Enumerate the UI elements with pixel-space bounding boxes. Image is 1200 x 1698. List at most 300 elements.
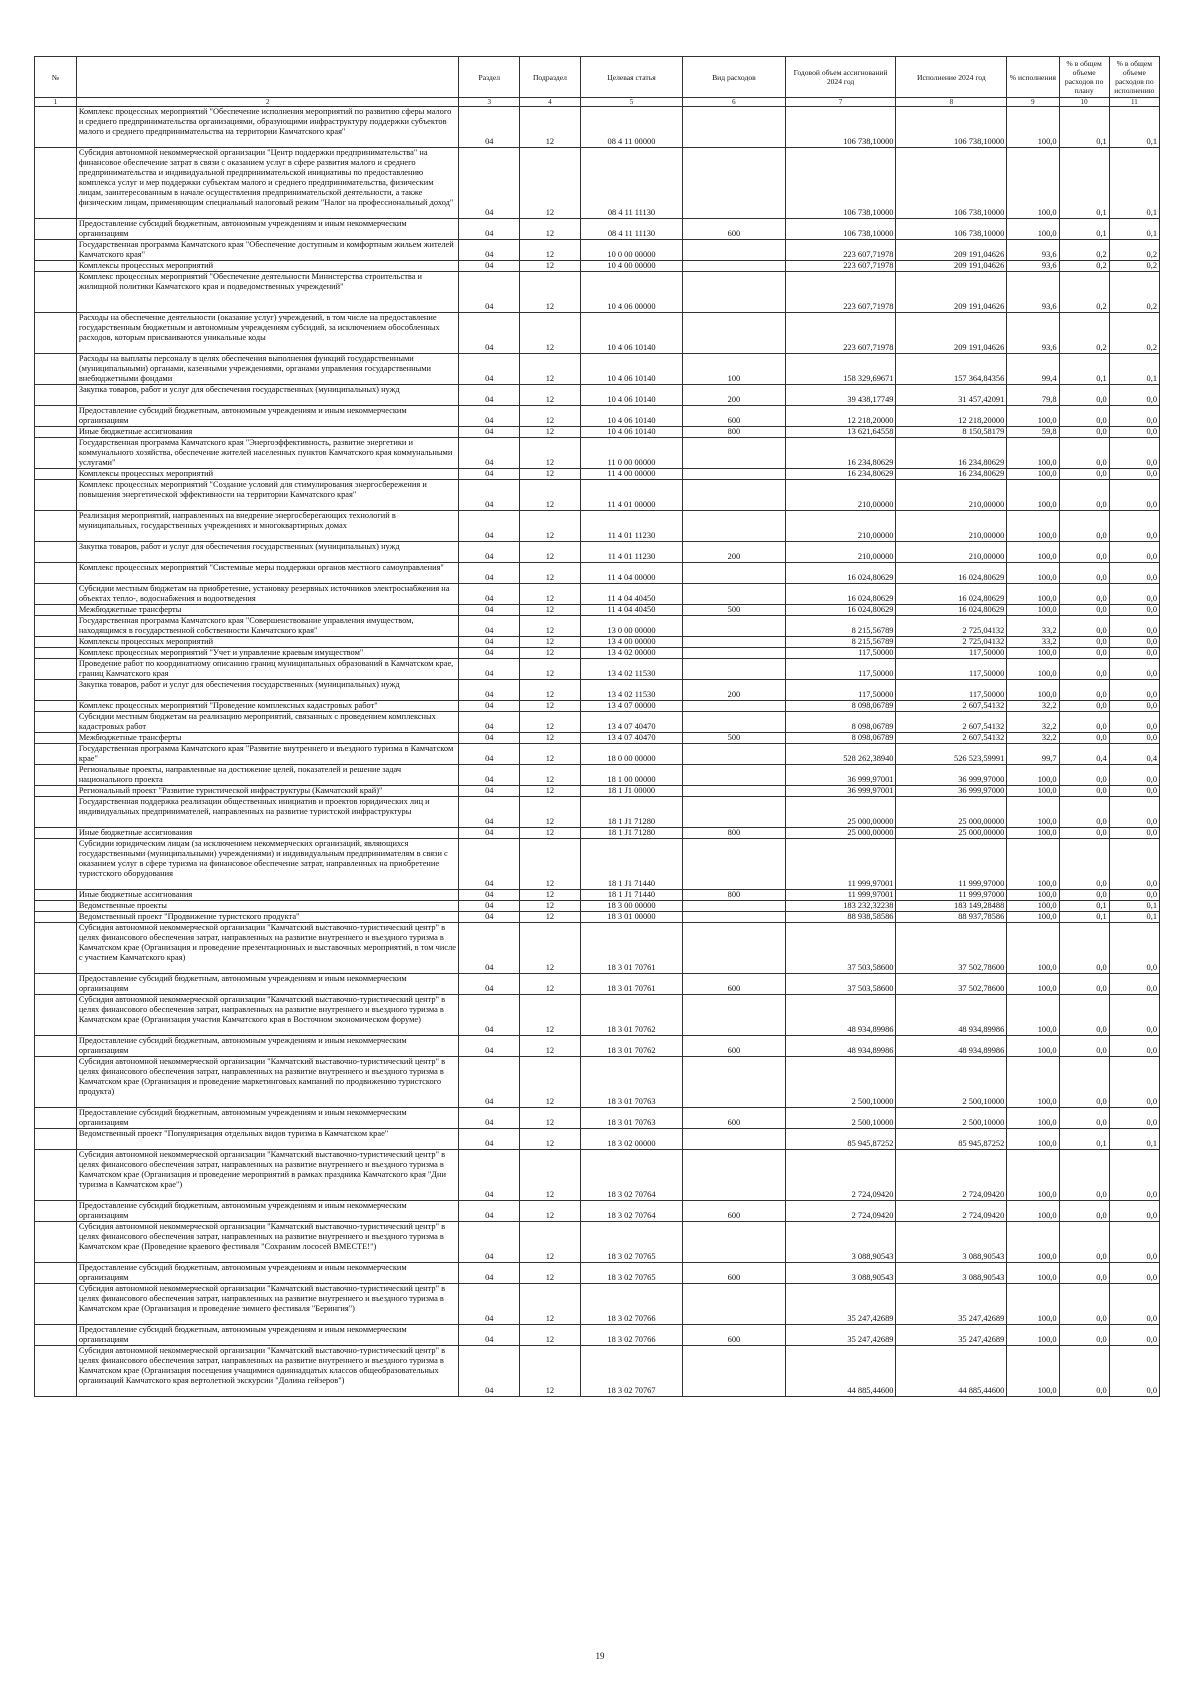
cell-annual-plan: 8 098,06789 — [785, 712, 896, 733]
cell-share-fact: 0,0 — [1109, 584, 1159, 605]
cell-section: 04 — [459, 680, 520, 701]
cell-execution-percent: 100,0 — [1007, 974, 1059, 995]
cell-execution: 106 738,10000 — [896, 107, 1007, 148]
cell-subsection: 12 — [520, 1222, 581, 1263]
table-row — [35, 1325, 1160, 1346]
cell-target-item: 18 3 01 70763 — [580, 1108, 682, 1129]
cell-share-plan: 0,0 — [1059, 1108, 1109, 1129]
table-row — [35, 1108, 1160, 1129]
cell-execution-percent: 100,0 — [1007, 584, 1059, 605]
cell-execution-percent: 32,2 — [1007, 712, 1059, 733]
cell-section: 04 — [459, 107, 520, 148]
cell-section: 04 — [459, 148, 520, 219]
cell-subsection: 12 — [520, 733, 581, 744]
cell-item-name: Комплекс процессных мероприятий "Создание условий для стимулирования энергосбережения и повышения энергетической эффективности на территории Камчатского края" — [76, 480, 459, 511]
column-number: 9 — [1007, 98, 1059, 107]
cell-item-name: Комплекс процессных мероприятий "Обеспечение исполнения мероприятий по развитию сферы малого и среднего предпринимательства организациями, образующими инфраструктуру поддержки субъектов малого и среднего предпринимательства на территории Камчатского края" — [76, 107, 459, 148]
cell-expense-type — [683, 584, 785, 605]
cell-share-fact: 0,0 — [1109, 648, 1159, 659]
cell-share-plan: 0,1 — [1059, 148, 1109, 219]
cell-execution: 25 000,00000 — [896, 828, 1007, 839]
cell-number — [35, 1057, 77, 1108]
column-number: 10 — [1059, 98, 1109, 107]
cell-item-name: Государственная программа Камчатского края "Обеспечение доступным и комфортным жильем жителей Камчатского края" — [76, 240, 459, 261]
cell-annual-plan: 85 945,87252 — [785, 1129, 896, 1150]
header-section: Раздел — [459, 57, 520, 98]
cell-execution-percent: 93,6 — [1007, 261, 1059, 272]
cell-section: 04 — [459, 354, 520, 385]
cell-expense-type — [683, 563, 785, 584]
table-row — [35, 1201, 1160, 1222]
cell-execution-percent: 33,2 — [1007, 616, 1059, 637]
cell-number — [35, 542, 77, 563]
cell-subsection: 12 — [520, 901, 581, 912]
table-row — [35, 701, 1160, 712]
cell-expense-type — [683, 712, 785, 733]
cell-share-plan: 0,0 — [1059, 839, 1109, 890]
cell-subsection: 12 — [520, 107, 581, 148]
cell-item-name: Субсидии юридическим лицам (за исключением некоммерческих организаций, являющихся государственными (муниципальными) учреждениями) и индивидуальным предпринимателям в связи с оказанием услуг в сфере туризма на финансовое обеспечение затрат, направленных на приобретение туристского оборудования — [76, 839, 459, 890]
cell-share-fact: 0,0 — [1109, 1222, 1159, 1263]
cell-execution-percent: 100,0 — [1007, 901, 1059, 912]
header-share-fact: % в общем объеме расходов по исполнению — [1109, 57, 1159, 98]
cell-target-item: 13 4 07 40470 — [580, 712, 682, 733]
cell-target-item: 18 3 02 70764 — [580, 1201, 682, 1222]
cell-execution: 106 738,10000 — [896, 148, 1007, 219]
cell-share-plan: 0,0 — [1059, 438, 1109, 469]
cell-subsection: 12 — [520, 406, 581, 427]
table-row — [35, 839, 1160, 890]
cell-execution-percent: 79,8 — [1007, 385, 1059, 406]
table-row — [35, 511, 1160, 542]
header-execution-percent: % исполнения — [1007, 57, 1059, 98]
cell-subsection: 12 — [520, 1325, 581, 1346]
cell-subsection: 12 — [520, 563, 581, 584]
cell-subsection: 12 — [520, 605, 581, 616]
cell-expense-type: 800 — [683, 828, 785, 839]
cell-subsection: 12 — [520, 480, 581, 511]
budget-table-sheet — [34, 56, 1160, 1397]
cell-subsection: 12 — [520, 923, 581, 974]
cell-subsection: 12 — [520, 701, 581, 712]
cell-annual-plan: 223 607,71978 — [785, 240, 896, 261]
column-number: 4 — [520, 98, 581, 107]
cell-section: 04 — [459, 542, 520, 563]
cell-expense-type — [683, 107, 785, 148]
cell-number — [35, 890, 77, 901]
cell-number — [35, 828, 77, 839]
cell-share-fact: 0,0 — [1109, 385, 1159, 406]
cell-annual-plan: 183 232,32238 — [785, 901, 896, 912]
cell-annual-plan: 11 999,97001 — [785, 839, 896, 890]
cell-item-name: Субсидии местным бюджетам на реализацию мероприятий, связанных с проведением комплексных кадастровых работ — [76, 712, 459, 733]
cell-share-fact: 0,1 — [1109, 912, 1159, 923]
cell-number — [35, 839, 77, 890]
cell-share-plan: 0,0 — [1059, 765, 1109, 786]
cell-execution-percent: 100,0 — [1007, 1201, 1059, 1222]
cell-share-plan: 0,0 — [1059, 469, 1109, 480]
column-number: 1 — [35, 98, 77, 107]
cell-share-fact: 0,1 — [1109, 148, 1159, 219]
cell-annual-plan: 117,50000 — [785, 680, 896, 701]
cell-execution-percent: 100,0 — [1007, 1325, 1059, 1346]
cell-item-name: Комплексы процессных мероприятий — [76, 469, 459, 480]
cell-execution-percent: 100,0 — [1007, 786, 1059, 797]
cell-annual-plan: 16 024,80629 — [785, 584, 896, 605]
cell-section: 04 — [459, 1036, 520, 1057]
cell-share-plan: 0,0 — [1059, 786, 1109, 797]
cell-number — [35, 313, 77, 354]
cell-item-name: Комплекс процессных мероприятий "Проведение комплексных кадастровых работ" — [76, 701, 459, 712]
cell-share-fact: 0,0 — [1109, 839, 1159, 890]
table-row — [35, 385, 1160, 406]
cell-share-plan: 0,2 — [1059, 261, 1109, 272]
cell-number — [35, 616, 77, 637]
cell-expense-type — [683, 1284, 785, 1325]
cell-annual-plan: 117,50000 — [785, 659, 896, 680]
cell-number — [35, 659, 77, 680]
cell-share-plan: 0,1 — [1059, 219, 1109, 240]
cell-expense-type — [683, 1222, 785, 1263]
cell-section: 04 — [459, 995, 520, 1036]
cell-item-name: Государственная программа Камчатского края "Развитие внутреннего и въездного туризма в Камчатском крае" — [76, 744, 459, 765]
cell-number — [35, 219, 77, 240]
table-row — [35, 605, 1160, 616]
cell-execution: 117,50000 — [896, 680, 1007, 701]
cell-share-fact: 0,1 — [1109, 354, 1159, 385]
cell-subsection: 12 — [520, 890, 581, 901]
cell-number — [35, 1263, 77, 1284]
cell-expense-type — [683, 261, 785, 272]
table-row — [35, 240, 1160, 261]
header-subsection: Подраздел — [520, 57, 581, 98]
table-row — [35, 890, 1160, 901]
cell-execution: 209 191,04626 — [896, 272, 1007, 313]
table-row — [35, 1036, 1160, 1057]
cell-execution-percent: 100,0 — [1007, 765, 1059, 786]
cell-share-fact: 0,0 — [1109, 1150, 1159, 1201]
cell-item-name: Субсидия автономной некоммерческой организации "Центр поддержки предпринимательства" на финансовое обеспечение затрат в связи с оказанием услуг в сфере развития малого и среднего предпринимательства и индивидуальной предпринимательской инициативы по предоставлению комплекса услуг и мер поддержки субъектам малого и среднего предпринимательства, физическим лицам, заинтересованным в начале осуществления предпринимательской деятельности, а также физическим лицам, применяющим специальный налоговый режим "Налог на профессиональный доход" — [76, 148, 459, 219]
cell-execution-percent: 100,0 — [1007, 995, 1059, 1036]
table-header-row — [35, 57, 1160, 98]
cell-share-fact: 0,0 — [1109, 637, 1159, 648]
table-row — [35, 659, 1160, 680]
column-number: 7 — [785, 98, 896, 107]
cell-subsection: 12 — [520, 659, 581, 680]
cell-item-name: Комплекс процессных мероприятий "Обеспечение деятельности Министерства строительства и жилищной политики Камчатского края и подведомственных учреждений" — [76, 272, 459, 313]
cell-section: 04 — [459, 261, 520, 272]
cell-annual-plan: 8 098,06789 — [785, 701, 896, 712]
cell-annual-plan: 44 885,44600 — [785, 1346, 896, 1397]
cell-execution: 16 234,80629 — [896, 438, 1007, 469]
table-row — [35, 406, 1160, 427]
cell-expense-type: 600 — [683, 1108, 785, 1129]
cell-execution: 37 502,78600 — [896, 923, 1007, 974]
cell-number — [35, 1201, 77, 1222]
cell-target-item: 18 3 01 70761 — [580, 923, 682, 974]
cell-section: 04 — [459, 219, 520, 240]
cell-item-name: Расходы на обеспечение деятельности (оказание услуг) учреждений, в том числе на предоставление государственным бюджетным и автономным учреждениям субсидий, за исключением обособленных расходов, которым присваиваются уникальные коды — [76, 313, 459, 354]
cell-target-item: 11 4 04 40450 — [580, 584, 682, 605]
cell-target-item: 18 3 02 70766 — [580, 1284, 682, 1325]
cell-section: 04 — [459, 313, 520, 354]
cell-target-item: 18 3 02 70767 — [580, 1346, 682, 1397]
cell-subsection: 12 — [520, 584, 581, 605]
cell-execution-percent: 93,6 — [1007, 313, 1059, 354]
cell-target-item: 11 4 04 40450 — [580, 605, 682, 616]
cell-share-plan: 0,0 — [1059, 1201, 1109, 1222]
table-row — [35, 901, 1160, 912]
cell-section: 04 — [459, 786, 520, 797]
cell-execution: 35 247,42689 — [896, 1325, 1007, 1346]
cell-item-name: Комплекс процессных мероприятий "Учет и управление краевым имуществом" — [76, 648, 459, 659]
cell-expense-type — [683, 744, 785, 765]
cell-item-name: Ведомственный проект "Популяризация отдельных видов туризма в Камчатском крае" — [76, 1129, 459, 1150]
cell-expense-type: 600 — [683, 1201, 785, 1222]
cell-subsection: 12 — [520, 1057, 581, 1108]
cell-execution: 117,50000 — [896, 648, 1007, 659]
cell-section: 04 — [459, 765, 520, 786]
table-row — [35, 974, 1160, 995]
cell-target-item: 18 0 00 00000 — [580, 744, 682, 765]
cell-share-fact: 0,0 — [1109, 1325, 1159, 1346]
cell-section: 04 — [459, 272, 520, 313]
cell-execution: 183 149,28488 — [896, 901, 1007, 912]
cell-target-item: 13 0 00 00000 — [580, 616, 682, 637]
cell-section: 04 — [459, 828, 520, 839]
cell-expense-type: 100 — [683, 354, 785, 385]
cell-annual-plan: 88 938,58586 — [785, 912, 896, 923]
column-number-row — [35, 98, 1160, 107]
cell-expense-type — [683, 637, 785, 648]
cell-expense-type — [683, 1057, 785, 1108]
cell-annual-plan: 25 000,00000 — [785, 797, 896, 828]
cell-annual-plan: 223 607,71978 — [785, 313, 896, 354]
cell-subsection: 12 — [520, 680, 581, 701]
cell-item-name: Предоставление субсидий бюджетным, автономным учреждениям и иным некоммерческим организациям — [76, 1201, 459, 1222]
cell-execution: 209 191,04626 — [896, 240, 1007, 261]
cell-execution: 3 088,90543 — [896, 1222, 1007, 1263]
cell-number — [35, 511, 77, 542]
cell-target-item: 18 3 02 70766 — [580, 1325, 682, 1346]
cell-section: 04 — [459, 480, 520, 511]
cell-target-item: 18 3 01 70763 — [580, 1057, 682, 1108]
cell-number — [35, 797, 77, 828]
cell-share-fact: 0,0 — [1109, 480, 1159, 511]
table-row — [35, 219, 1160, 240]
cell-section: 04 — [459, 712, 520, 733]
cell-annual-plan: 223 607,71978 — [785, 272, 896, 313]
cell-subsection: 12 — [520, 1108, 581, 1129]
cell-expense-type — [683, 616, 785, 637]
cell-target-item: 18 1 J1 71280 — [580, 797, 682, 828]
cell-share-fact: 0,0 — [1109, 786, 1159, 797]
cell-share-fact: 0,0 — [1109, 605, 1159, 616]
cell-annual-plan: 210,00000 — [785, 511, 896, 542]
cell-section: 04 — [459, 839, 520, 890]
table-row — [35, 648, 1160, 659]
cell-section: 04 — [459, 240, 520, 261]
cell-execution-percent: 100,0 — [1007, 839, 1059, 890]
cell-target-item: 11 4 01 00000 — [580, 480, 682, 511]
cell-annual-plan: 36 999,97001 — [785, 786, 896, 797]
cell-execution-percent: 100,0 — [1007, 1057, 1059, 1108]
cell-subsection: 12 — [520, 542, 581, 563]
cell-execution: 31 457,42091 — [896, 385, 1007, 406]
cell-number — [35, 1036, 77, 1057]
cell-subsection: 12 — [520, 240, 581, 261]
cell-number — [35, 786, 77, 797]
column-number: 5 — [580, 98, 682, 107]
cell-target-item: 13 4 02 00000 — [580, 648, 682, 659]
cell-subsection: 12 — [520, 797, 581, 828]
cell-item-name: Ведомственные проекты — [76, 901, 459, 912]
cell-share-plan: 0,0 — [1059, 406, 1109, 427]
cell-subsection: 12 — [520, 637, 581, 648]
cell-annual-plan: 16 234,80629 — [785, 469, 896, 480]
column-number: 8 — [896, 98, 1007, 107]
cell-number — [35, 385, 77, 406]
cell-annual-plan: 48 934,89986 — [785, 995, 896, 1036]
cell-target-item: 10 4 06 10140 — [580, 427, 682, 438]
cell-execution-percent: 100,0 — [1007, 1108, 1059, 1129]
cell-expense-type: 500 — [683, 733, 785, 744]
cell-share-plan: 0,0 — [1059, 385, 1109, 406]
cell-share-plan: 0,0 — [1059, 563, 1109, 584]
cell-annual-plan: 3 088,90543 — [785, 1222, 896, 1263]
cell-section: 04 — [459, 385, 520, 406]
cell-section: 04 — [459, 1201, 520, 1222]
cell-number — [35, 1129, 77, 1150]
cell-subsection: 12 — [520, 1036, 581, 1057]
cell-execution-percent: 32,2 — [1007, 701, 1059, 712]
cell-subsection: 12 — [520, 511, 581, 542]
cell-share-plan: 0,0 — [1059, 1036, 1109, 1057]
cell-subsection: 12 — [520, 272, 581, 313]
cell-execution-percent: 100,0 — [1007, 511, 1059, 542]
cell-annual-plan: 48 934,89986 — [785, 1036, 896, 1057]
cell-subsection: 12 — [520, 438, 581, 469]
cell-annual-plan: 35 247,42689 — [785, 1284, 896, 1325]
cell-target-item: 18 1 J1 71440 — [580, 890, 682, 901]
cell-target-item: 18 1 00 00000 — [580, 765, 682, 786]
cell-target-item: 18 1 J1 71280 — [580, 828, 682, 839]
cell-annual-plan: 12 218,20000 — [785, 406, 896, 427]
cell-target-item: 18 1 J1 00000 — [580, 786, 682, 797]
cell-item-name: Комплексы процессных мероприятий — [76, 637, 459, 648]
cell-number — [35, 680, 77, 701]
cell-expense-type — [683, 148, 785, 219]
cell-annual-plan: 16 024,80629 — [785, 563, 896, 584]
cell-annual-plan: 2 724,09420 — [785, 1150, 896, 1201]
cell-subsection: 12 — [520, 354, 581, 385]
cell-target-item: 13 4 02 11530 — [580, 680, 682, 701]
cell-share-plan: 0,0 — [1059, 923, 1109, 974]
cell-target-item: 18 3 02 00000 — [580, 1129, 682, 1150]
table-row — [35, 354, 1160, 385]
cell-item-name: Иные бюджетные ассигнования — [76, 427, 459, 438]
cell-number — [35, 272, 77, 313]
cell-item-name: Ведомственный проект "Продвижение туристского продукта" — [76, 912, 459, 923]
cell-target-item: 13 4 07 40470 — [580, 733, 682, 744]
table-row — [35, 1057, 1160, 1108]
cell-target-item: 18 3 02 70765 — [580, 1263, 682, 1284]
cell-share-fact: 0,0 — [1109, 1108, 1159, 1129]
cell-section: 04 — [459, 1108, 520, 1129]
cell-expense-type: 600 — [683, 1325, 785, 1346]
cell-item-name: Предоставление субсидий бюджетным, автономным учреждениям и иным некоммерческим организациям — [76, 1108, 459, 1129]
cell-share-fact: 0,0 — [1109, 974, 1159, 995]
cell-item-name: Государственная программа Камчатского края "Совершенствование управления имуществом, находящимся в государственной собственности Камчатского края" — [76, 616, 459, 637]
cell-section: 04 — [459, 1222, 520, 1263]
cell-execution-percent: 100,0 — [1007, 890, 1059, 901]
cell-share-fact: 0,2 — [1109, 261, 1159, 272]
cell-number — [35, 733, 77, 744]
cell-execution: 2 607,54132 — [896, 712, 1007, 733]
cell-execution: 36 999,97000 — [896, 765, 1007, 786]
table-row — [35, 107, 1160, 148]
cell-execution-percent: 32,2 — [1007, 733, 1059, 744]
table-row — [35, 797, 1160, 828]
cell-share-fact: 0,2 — [1109, 313, 1159, 354]
table-row — [35, 563, 1160, 584]
cell-subsection: 12 — [520, 765, 581, 786]
cell-execution: 2 500,10000 — [896, 1057, 1007, 1108]
cell-section: 04 — [459, 1057, 520, 1108]
cell-expense-type: 600 — [683, 1036, 785, 1057]
table-row — [35, 765, 1160, 786]
cell-section: 04 — [459, 733, 520, 744]
cell-share-plan: 0,1 — [1059, 107, 1109, 148]
cell-execution-percent: 100,0 — [1007, 828, 1059, 839]
cell-expense-type — [683, 240, 785, 261]
cell-subsection: 12 — [520, 1201, 581, 1222]
table-row — [35, 480, 1160, 511]
cell-share-plan: 0,0 — [1059, 733, 1109, 744]
cell-execution: 526 523,59991 — [896, 744, 1007, 765]
cell-expense-type — [683, 786, 785, 797]
cell-execution-percent: 100,0 — [1007, 469, 1059, 480]
cell-number — [35, 563, 77, 584]
cell-share-fact: 0,0 — [1109, 511, 1159, 542]
cell-section: 04 — [459, 1150, 520, 1201]
cell-number — [35, 1222, 77, 1263]
cell-share-plan: 0,0 — [1059, 680, 1109, 701]
cell-expense-type: 800 — [683, 890, 785, 901]
cell-share-fact: 0,0 — [1109, 890, 1159, 901]
cell-share-plan: 0,0 — [1059, 1150, 1109, 1201]
cell-annual-plan: 16 024,80629 — [785, 605, 896, 616]
header-annual-plan: Годовой объем ассигнований 2024 год — [785, 57, 896, 98]
table-row — [35, 542, 1160, 563]
cell-execution: 16 234,80629 — [896, 469, 1007, 480]
cell-number — [35, 584, 77, 605]
table-row — [35, 616, 1160, 637]
cell-section: 04 — [459, 1284, 520, 1325]
cell-target-item: 18 3 02 70764 — [580, 1150, 682, 1201]
cell-share-plan: 0,0 — [1059, 890, 1109, 901]
cell-execution-percent: 100,0 — [1007, 148, 1059, 219]
cell-item-name: Межбюджетные трансферты — [76, 733, 459, 744]
cell-number — [35, 765, 77, 786]
cell-expense-type: 200 — [683, 680, 785, 701]
cell-execution-percent: 100,0 — [1007, 563, 1059, 584]
cell-target-item: 11 4 01 11230 — [580, 542, 682, 563]
cell-share-fact: 0,0 — [1109, 680, 1159, 701]
cell-execution: 48 934,89986 — [896, 1036, 1007, 1057]
cell-number — [35, 701, 77, 712]
cell-item-name: Предоставление субсидий бюджетным, автономным учреждениям и иным некоммерческим организациям — [76, 1036, 459, 1057]
